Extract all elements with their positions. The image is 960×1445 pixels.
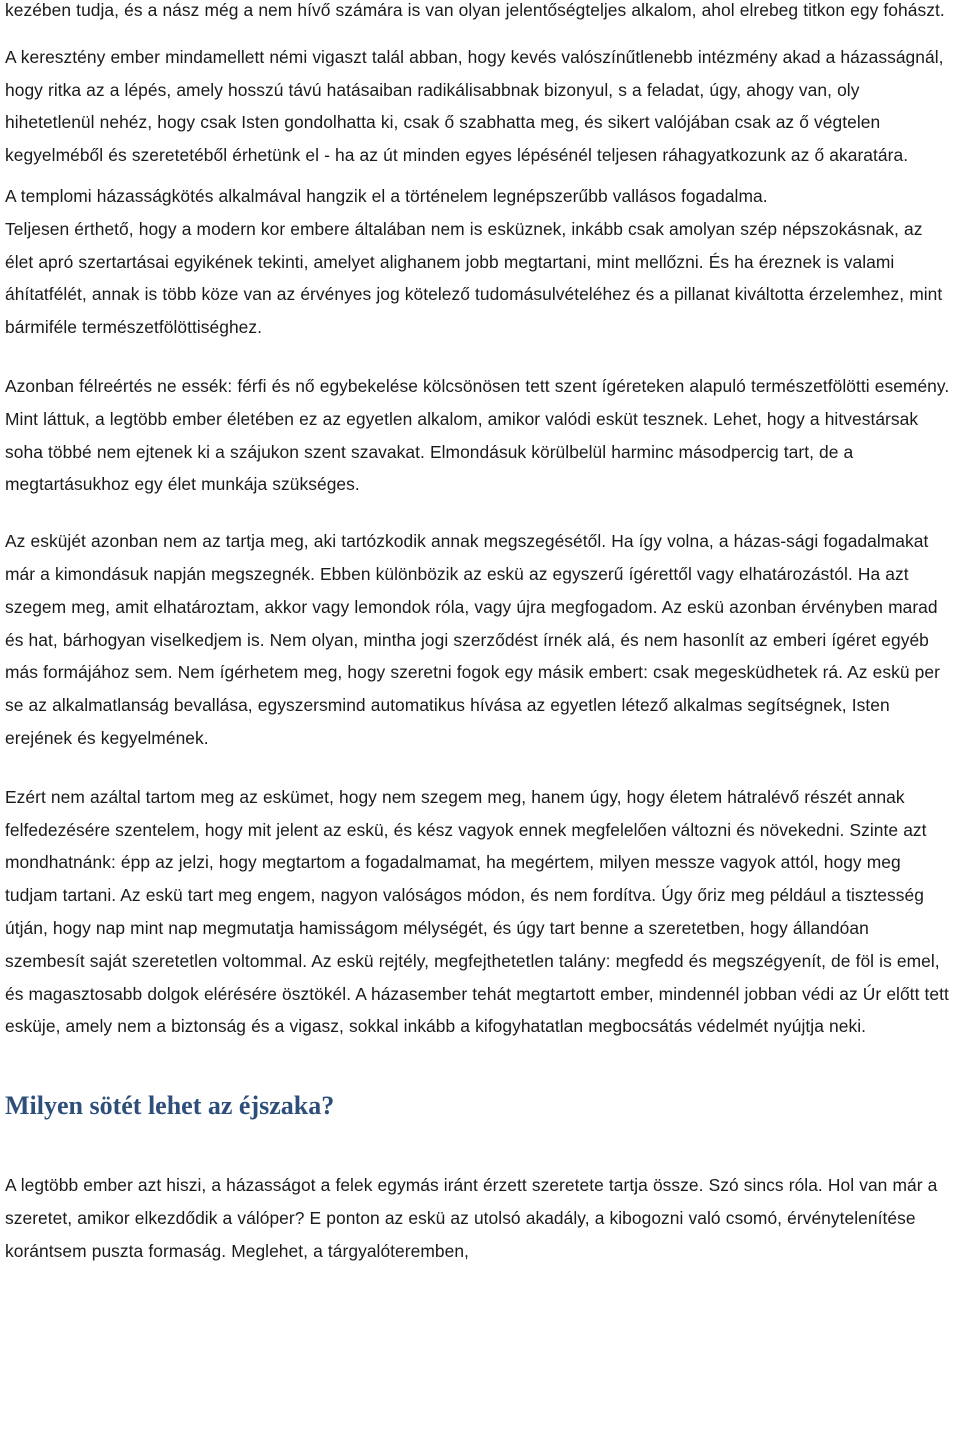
paragraph-christian-consolation: A keresztény ember mindamellett némi vigaszt talál abban, hogy kevés valószínűtlenebb intézmény akad a házasságnál, hogy ritka az a lépés, amely hosszú távú hatásaiban radikálisabbnak bizonyul, s a feladat, úgy, ahogy van, oly hihetetlenül nehéz, hogy csak Isten gondolhatta ki, csak ő szabhatta meg, és sikert valójában csak az ő végtelen kegyelméből és szeretetéből érhetünk el - ha az út minden egyes lépésénél teljesen ráhagyatkozunk az ő akaratára.	[5, 46, 944, 166]
paragraph-keeping-oath: Az esküjét azonban nem az tartja meg, aki tartózkodik annak megszegésétől. Ha így volna, a házas-sági fogadalmakat már a kimondásuk napján megszegnék. Ebben különbözik az eskü az egyszerű ígérettől vagy elhatározástól. Ha azt szegem meg, amit elhatároztam, akkor vagy lemondok róla, vagy újra megfogadom. Az eskü azonban érvényben marad és hat, bárhogyan viselkedjem is. Nem olyan, mintha jogi szerződést írnék alá, és nem hasonlít az emberi ígéret egyéb más formájához sem. Nem ígérhetem meg, hogy szeretni fogok egy másik embert: csak megesküdhetek rá. Az eskü per se az alkalmatlanság bevallása, egyszersmind automatikus hívása az egyetlen létező alkalmas segítségnek, Isten erejének és kegyelmének.	[5, 531, 940, 748]
paragraph-most-people: A legtöbb ember azt hiszi, a házasságot a felek egymás iránt érzett szeretete tartja össze. Szó sincs róla. Hol van már a szeretet, amikor elkezdődik a válóper? E ponton az eskü az utolsó akadály, a kibogozni való csomó, érvénytelenítése korántsem puszta formaság. Meglehet, a tárgyalóteremben,	[5, 1175, 938, 1261]
paragraph-therefore: Ezért nem azáltal tartom meg az eskümet, hogy nem szegem meg, hanem úgy, hogy életem hátralévő részét annak felfedezésére szentelem, hogy mit jelent az eskü, és kész vagyok ennek megfelelően változni és növekedni. Szinte azt mondhatnánk: épp az jelzi, hogy megtartom a fogadalmamat, ha megértem, milyen messze vagyok attól, hogy meg tudjam tartani. Az eskü tart meg engem, nagyon valóságos módon, és nem fordítva. Úgy őriz meg például a tisztesség útján, hogy nap mint nap megmutatja hamisságom mélységét, és úgy tart benne a szeretetben, hogy állandóan szembesít saját szeretetlen voltommal. Az eskü rejtély, megfejthetetlen talány: megfedd és megszégyenít, de föl is emel, és magasztosabb dolgok elérésére ösztökél. A házasember tehát megtartott ember, mindennél jobban védi az Úr előtt tett esküje, amely nem a biztonság és a vigasz, sokkal inkább a kifogyhatatlan megbocsátás védelmét nyújtja neki.	[5, 786, 949, 1037]
paragraph-continuation: kezében tudja, és a nász még a nem hívő számára is van olyan jelentőségteljes alkalom, ahol elrebeg titkon egy fohászt.	[5, 0, 945, 20]
paragraph-modern-man: Teljesen érthető, hogy a modern kor embere általában nem is esküznek, inkább csak amolyan szép népszokásnak, az élet apró szertartásai egyikének tekinti, amelyet alighanem jobb megtartani, mint mellőzni. És ha éreznek is valami áhítatfélét, annak is több köze van az érvényes jog kötelező tudomásulvételéhez és a pillanat kiváltotta érzelemhez, mint bármiféle természetfölöttiséghez.	[5, 218, 943, 338]
section-heading: Milyen sötét lehet az éjszaka?	[5, 1091, 335, 1121]
paragraph-church-wedding: A templomi házasságkötés alkalmával hangzik el a történelem legnépszerűbb vallásos fogadalma.	[5, 185, 768, 206]
paragraph-misunderstanding: Azonban félreértés ne essék: férfi és nő egybekelése kölcsönösen tett szent ígéreteken alapuló természetfölötti esemény. Mint láttuk, a legtöbb ember életében ez az egyetlen alkalom, amikor valódi esküt tesznek. Lehet, hogy a hitvestársak soha többé nem ejtenek ki a szájukon szent szavakat. Elmondásuk körülbelül harminc másodpercig tart, de a megtartásukhoz egy élet munkája szükséges.	[5, 375, 950, 495]
document-page	[5, 0, 952, 1268]
